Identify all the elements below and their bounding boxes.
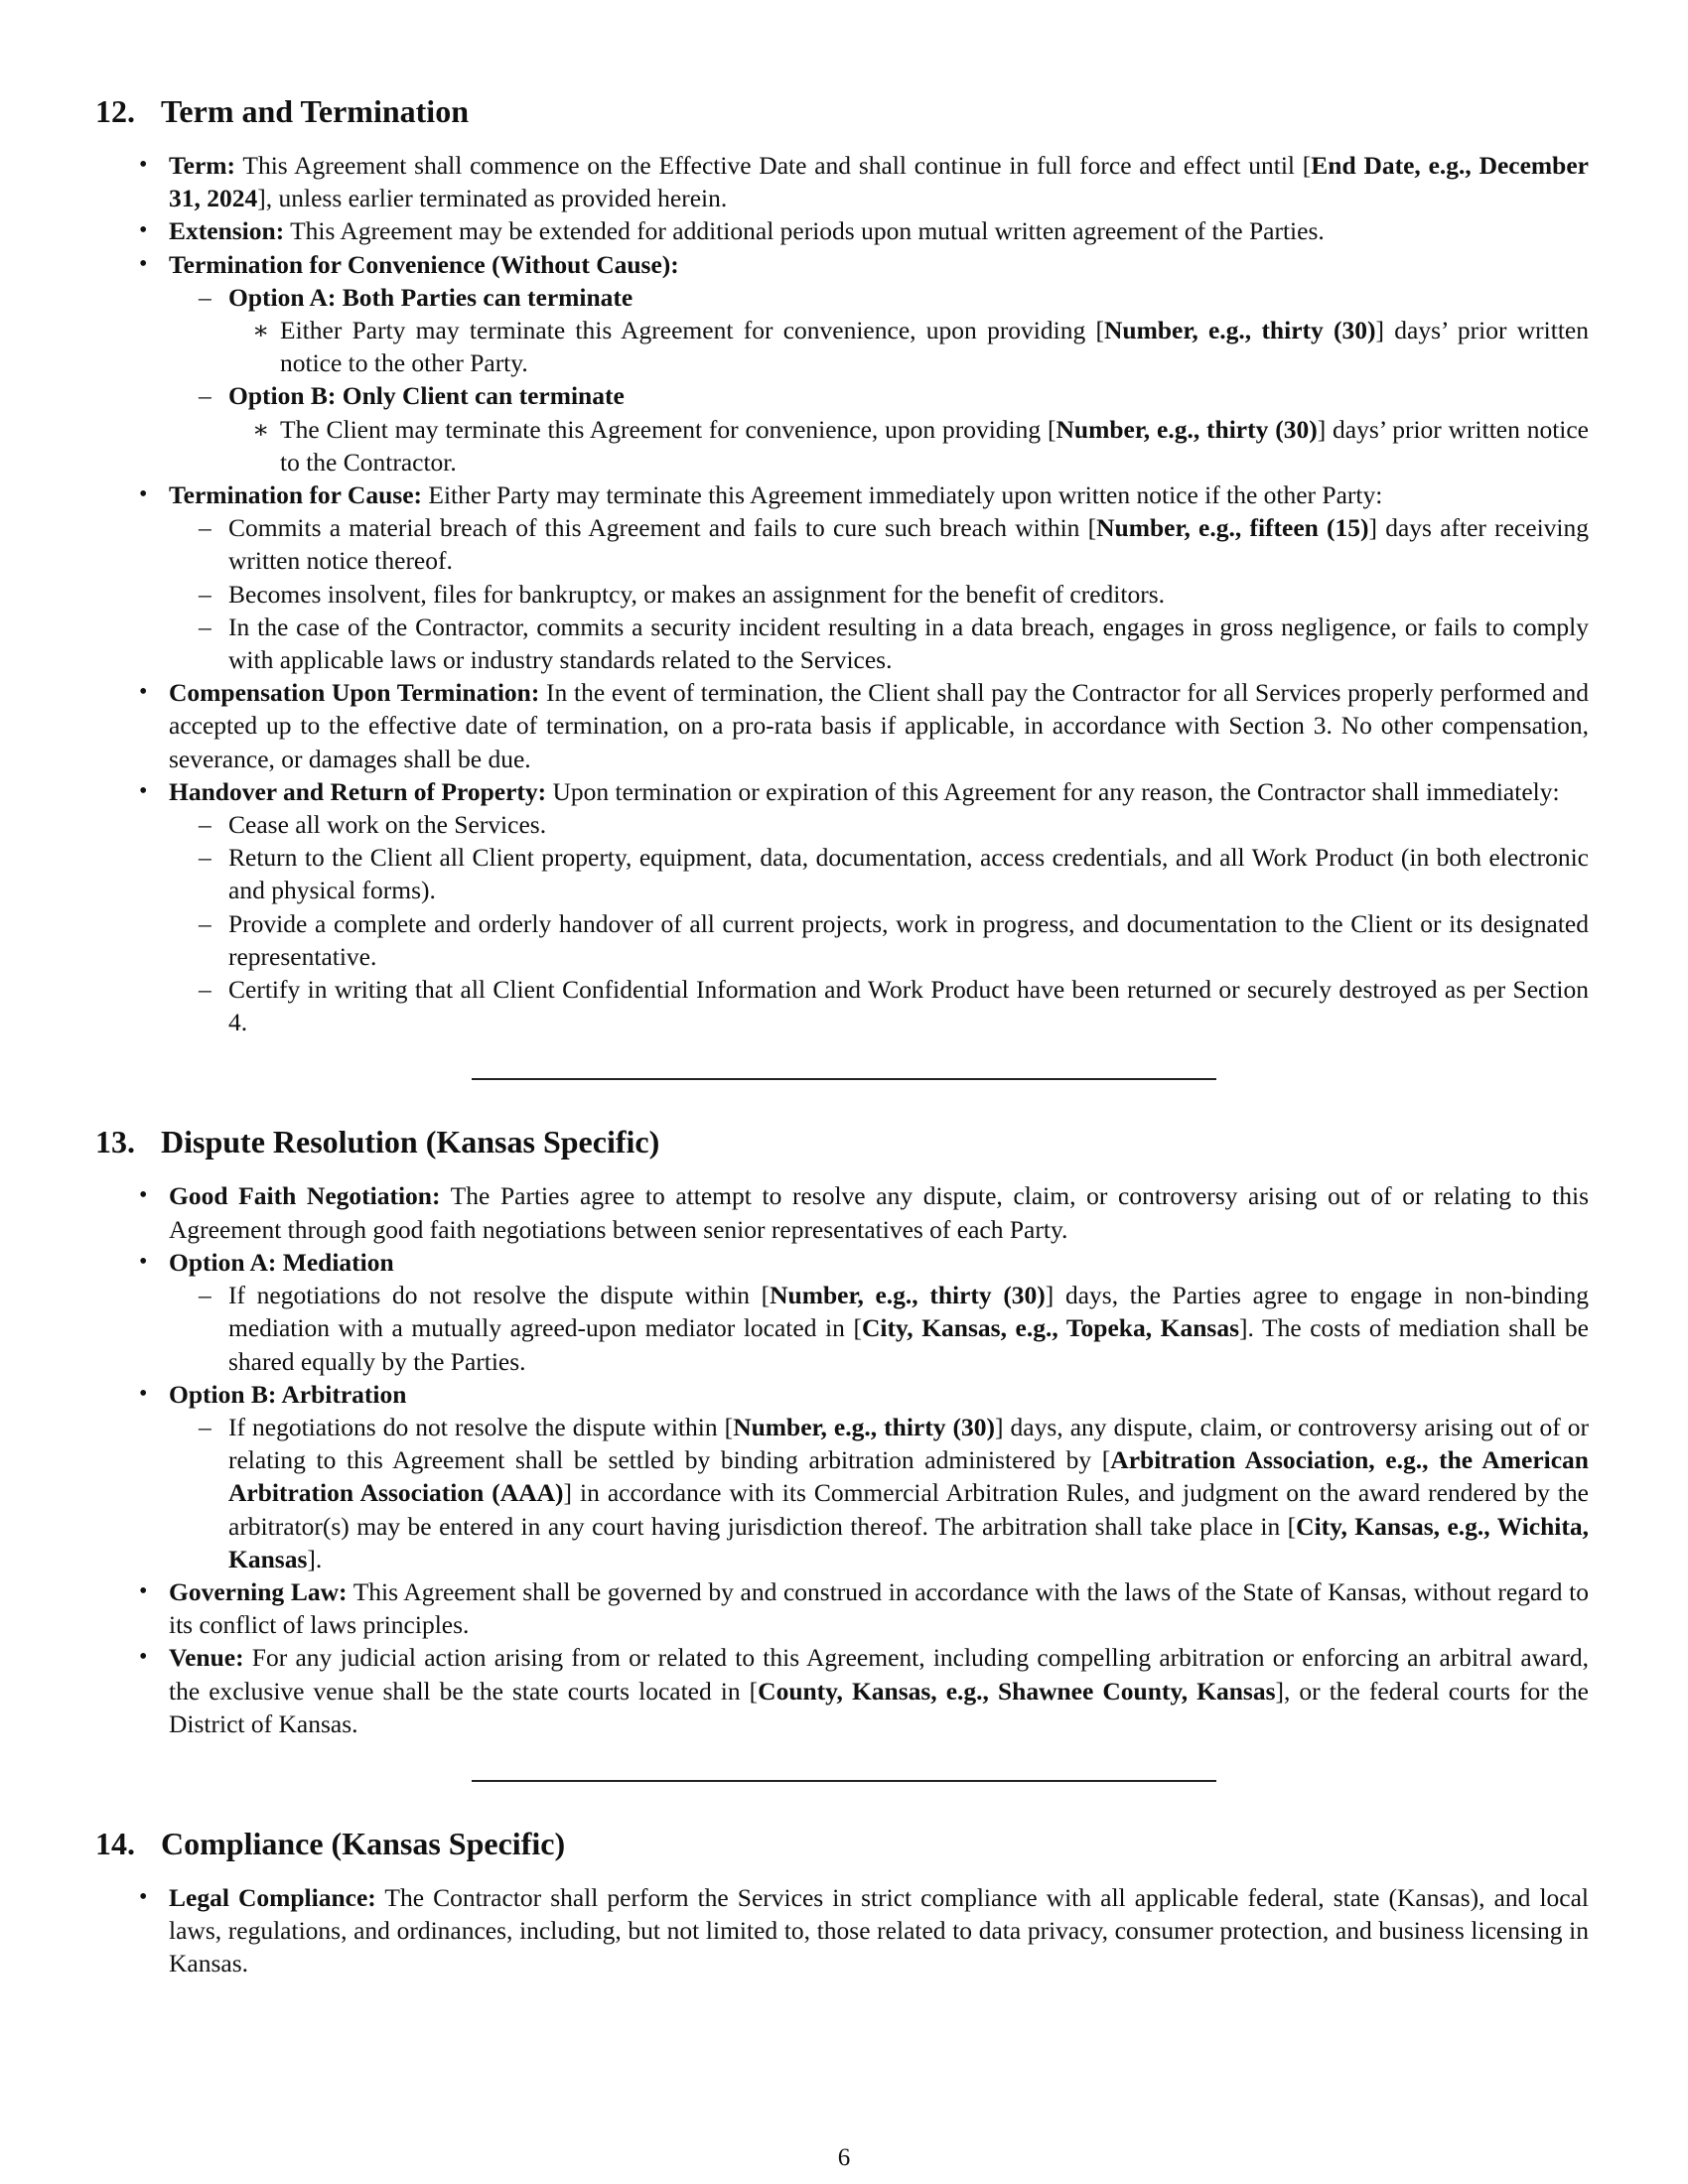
clause-venue	[99, 1641, 1589, 1740]
clause-text: For any judicial action arising from or related to this Agreement, including compelling arbitration or enforcing an arbitral award, the exclusive venue shall be the state courts located in [	[169, 1643, 1589, 1706]
clause-text: Either Party may terminate this Agreement for convenience, upon providing [	[280, 316, 1104, 345]
placeholder: Number, e.g., thirty (30)	[1055, 414, 1318, 444]
clause-text: This Agreement shall commence on the Effective Date and shall continue in full force and effect until [	[235, 151, 1312, 180]
clause-negotiation	[99, 1179, 1589, 1245]
clause-text: In the event of termination, the Client shall pay the Contractor for all Services properly performed and accepted up to the effective date of termination, on a pro-rata basis if applicable, in accordance with Section 3. No other compensation, severance, or damages shall be due.	[169, 678, 1589, 773]
arbitration-items	[169, 1411, 1589, 1575]
placeholder: City, Kansas, e.g., Topeka, Kansas	[861, 1313, 1240, 1343]
option-b-detail	[228, 413, 1589, 478]
section-heading-13	[95, 1122, 1589, 1161]
placeholder: Number, e.g., fifteen (15)	[1096, 513, 1369, 543]
clause-text: ] days’ prior written notice to the other Party.	[280, 316, 1589, 378]
clause-label: Extension:	[169, 216, 285, 246]
list-item: – Certify in writing that all Client Confidential Information and Work Product have been returned or securely destroyed as per Section 4.	[169, 973, 1589, 1038]
section-heading-12	[95, 91, 1589, 131]
section-14-list	[99, 1881, 1589, 1980]
list-item	[169, 1411, 1589, 1575]
clause-text: ] days’ prior written notice to the Contractor.	[280, 414, 1590, 477]
clause-text: ] days after receiving written notice thereof.	[228, 513, 1589, 576]
list-item: – Provide a complete and orderly handover of all current projects, work in progress, and documentation to the Client or its designated representative.	[169, 907, 1589, 973]
option-a-detail	[228, 314, 1589, 379]
clause-text: ] days, the Parties agree to engage in non-binding mediation with a mutually agreed-upon mediator located in [	[228, 1281, 1589, 1343]
clause-label: Termination for Convenience (Without Cause):	[169, 249, 679, 279]
option-a-text	[228, 314, 1589, 379]
section-12-list	[99, 149, 1589, 1038]
clause-text: ] days, any dispute, claim, or controversy arising out of or relating to this Agreement shall be settled by binding arbitration administered by [	[228, 1412, 1590, 1475]
clause-text: If negotiations do not resolve the dispute within [	[228, 1281, 771, 1310]
clause-governing-law	[99, 1575, 1589, 1641]
clause-termination-cause	[99, 478, 1589, 676]
clause-text: Either Party may terminate this Agreement immediately upon written notice if the other Party:	[422, 480, 1383, 510]
placeholder: Arbitration Association, e.g., the American Arbitration Association (AAA)	[228, 1445, 1589, 1508]
list-item: – Cease all work on the Services.	[169, 808, 1589, 841]
clause-label: Termination for Cause:	[169, 480, 422, 510]
section-heading-14	[95, 1824, 1589, 1863]
placeholder: City, Kansas, e.g., Wichita, Kansas	[228, 1511, 1589, 1573]
list-item	[169, 1279, 1589, 1378]
clause-handover	[99, 775, 1589, 1039]
placeholder: Number, e.g., thirty (30)	[733, 1412, 996, 1441]
clause-legal-compliance	[99, 1881, 1589, 1980]
clause-label: Handover and Return of Property:	[169, 776, 547, 806]
clause-text: This Agreement shall be governed by and construed in accordance with the laws of the State of Kansas, without regard to its conflict of laws principles.	[169, 1576, 1589, 1640]
section-title: Term and Termination	[161, 93, 469, 129]
placeholder: County, Kansas, e.g., Shawnee County, Kansas	[758, 1676, 1276, 1706]
section-number: 14.	[95, 1825, 135, 1861]
option-b-text	[228, 413, 1589, 478]
clause-text: Upon termination or expiration of this Agreement for any reason, the Contractor shall immediately:	[546, 776, 1560, 806]
page-number: 6	[837, 2144, 851, 2171]
placeholder: Number, e.g., thirty (30)	[770, 1281, 1046, 1310]
section-title: Dispute Resolution (Kansas Specific)	[161, 1124, 660, 1160]
cause-items	[169, 511, 1589, 676]
list-item: – Becomes insolvent, files for bankruptcy, or makes an assignment for the benefit of creditors.	[169, 578, 1589, 611]
clause-text: ], or the federal courts for the District of Kansas.	[169, 1676, 1589, 1738]
clause-text: The Contractor shall perform the Services in strict compliance with all applicable federal, state (Kansas), and local laws, regulations, and ordinances, including, but not limited to, those related to data privacy, consumer protection, and business licensing in Kansas.	[169, 1882, 1590, 1979]
placeholder: Number, e.g., thirty (30)	[1104, 316, 1376, 345]
list-item: – In the case of the Contractor, commits a security incident resulting in a data breach, engages in gross negligence, or fails to comply with applicable laws or industry standards related to the Services.	[169, 611, 1589, 676]
clause-label: Option A: Mediation	[169, 1247, 394, 1277]
handover-items	[169, 808, 1589, 1038]
clause-label: Governing Law:	[169, 1576, 348, 1606]
clause-text: ], unless earlier terminated as provided herein.	[257, 184, 728, 213]
option-a	[169, 281, 1589, 380]
clause-arbitration	[99, 1378, 1589, 1575]
section-number: 12.	[95, 93, 135, 129]
option-label: Option B: Only Client can terminate	[228, 381, 625, 411]
clause-mediation	[99, 1246, 1589, 1378]
section-13-list	[99, 1179, 1589, 1739]
section-number: 13.	[95, 1124, 135, 1160]
clause-label: Option B: Arbitration	[169, 1379, 407, 1409]
clause-text: The Client may terminate this Agreement for convenience, upon providing [	[280, 414, 1056, 444]
clause-label: Compensation Upon Termination:	[169, 678, 540, 708]
clause-label: Legal Compliance:	[169, 1882, 376, 1912]
clause-text: This Agreement may be extended for additional periods upon mutual written agreement of the Parties.	[284, 216, 1325, 246]
clause-termination-convenience	[99, 248, 1589, 478]
clause-text: The Parties agree to attempt to resolve any dispute, claim, or controversy arising out of or relating to this Agreement through good faith negotiations between senior representatives of each Party.	[169, 1181, 1589, 1244]
list-item	[169, 511, 1589, 577]
clause-text: ] in accordance with its Commercial Arbitration Rules, and judgment on the award rendered by the arbitrator(s) may be entered in any court having jurisdiction thereof. The arbitration shall take place in [	[228, 1478, 1589, 1541]
document-page	[95, 91, 1590, 1980]
clause-text: Commits a material breach of this Agreement and fails to cure such breach within [	[228, 513, 1097, 543]
placeholder: End Date, e.g., December 31, 2024	[169, 151, 1589, 213]
clause-text: ].	[307, 1544, 323, 1573]
clause-extension	[99, 214, 1589, 247]
clause-text: ]. The costs of mediation shall be shared equally by the Parties.	[228, 1313, 1589, 1376]
clause-label: Term:	[169, 151, 236, 180]
section-divider	[472, 1780, 1216, 1782]
mediation-items	[169, 1279, 1589, 1378]
clause-label: Good Faith Negotiation:	[169, 1181, 441, 1211]
section-divider	[472, 1078, 1216, 1080]
option-b	[169, 379, 1589, 478]
clause-text: If negotiations do not resolve the dispute within [	[228, 1412, 734, 1441]
list-item: – Return to the Client all Client property, equipment, data, documentation, access credentials, and all Work Product (in both electronic and physical forms).	[169, 841, 1589, 906]
section-title: Compliance (Kansas Specific)	[161, 1825, 566, 1861]
option-label: Option A: Both Parties can terminate	[228, 282, 633, 312]
clause-term	[99, 149, 1589, 214]
clause-compensation	[99, 676, 1589, 775]
convenience-options	[169, 281, 1589, 478]
clause-label: Venue:	[169, 1643, 244, 1673]
